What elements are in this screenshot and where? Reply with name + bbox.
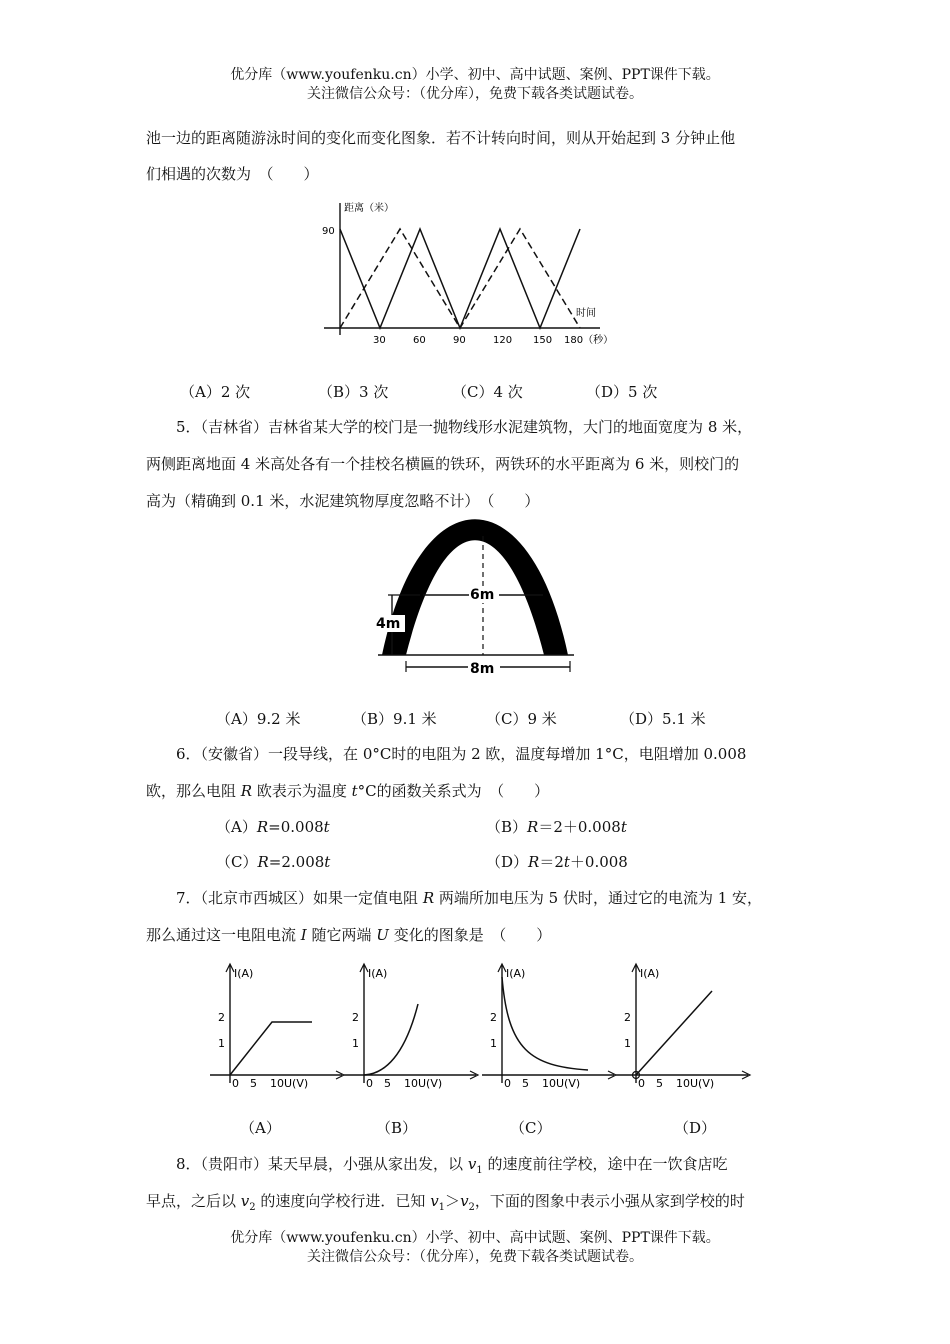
y-axis-arrow (226, 964, 234, 972)
x-tick-10: 10 (270, 1077, 284, 1090)
x-tick-10: 10 (404, 1077, 418, 1090)
q6-option-c[interactable]: （C）R=2.008t (216, 853, 331, 871)
q5-option-b[interactable]: （B）9.1 米 (352, 710, 437, 728)
y-tick-1: 1 (218, 1037, 225, 1050)
y-axis-arrow (632, 964, 640, 972)
q4-x-unit: 180（秒） (564, 335, 614, 346)
arch-label-6m: 6m (470, 587, 495, 603)
q4-series-solid (340, 229, 580, 328)
q4-option-a[interactable]: （A）2 次 (180, 383, 251, 401)
q4-line-1: 池一边的距离随游泳时间的变化而变化图象．若不计转向时间，则从开始起到 3 分钟止他 (146, 129, 736, 147)
q7-label-c: （C） (510, 1119, 552, 1137)
q7-label-a: （A） (240, 1119, 281, 1137)
x-tick-5: 5 (384, 1077, 391, 1090)
arch-label-8m: 8m (470, 661, 495, 677)
q6-option-d[interactable]: （D）R＝2t＋0.008 (486, 853, 628, 871)
q6-line-2: 欧，那么电阻 R 欧表示为温度 t°C的函数关系式为 （ ） (146, 782, 550, 800)
x-axis-label: U(V) (418, 1077, 443, 1090)
q5-line-3: 高为（精确到 0.1 米，水泥建筑物厚度忽略不计） （ ） (146, 492, 540, 510)
q4-line-2: 们相遇的次数为 （ ） (146, 165, 319, 183)
x-axis-arrow (742, 1071, 750, 1079)
q6-option-a[interactable]: （A）R=0.008t (216, 818, 330, 836)
x-tick-5: 5 (250, 1077, 257, 1090)
graph-curve (636, 991, 712, 1075)
footer-line-1: 优分库（www.youfenku.cn）小学、初中、高中试题、案例、PPT课件下载。 (230, 1230, 720, 1246)
q8-line-2: 早点，之后以 $v_2$ 的速度向学校行进．已知 $v_1>v_2$，下面的图象中表示小强从家到学校的时 (146, 1192, 745, 1213)
x-axis-label: U(V) (284, 1077, 309, 1090)
q5-option-c[interactable]: （C）9 米 (486, 710, 557, 728)
q5-option-a[interactable]: （A）9.2 米 (216, 710, 301, 728)
q4-x-tick: 60 (413, 335, 426, 346)
y-axis-label: I(A) (506, 967, 526, 980)
q4-y-tick: 90 (322, 226, 335, 237)
q6-option-b[interactable]: （B）R＝2＋0.008t (486, 818, 627, 836)
q4-option-c[interactable]: （C）4 次 (452, 383, 523, 401)
y-tick-2: 2 (352, 1011, 359, 1024)
graph-curve (230, 1022, 312, 1075)
q5-arch-figure (370, 522, 580, 682)
q7-line-1: 7．（北京市西城区）如果一定值电阻 R 两端所加电压为 5 伏时，通过它的电流为 1 安， (176, 889, 763, 907)
q8-line-1: 8．（贵阳市）某天早晨，小强从家出发，以 $v_1$ 的速度前往学校，途中在一饮食店吃 (176, 1155, 728, 1176)
q4-option-b[interactable]: （B）3 次 (318, 383, 389, 401)
q4-x-tick: 150 (533, 335, 553, 346)
footer-line-2: 关注微信公众号：（优分库），免费下载各类试题试卷。 (307, 1249, 643, 1265)
q7-label-b: （B） (376, 1119, 418, 1137)
y-tick-1: 1 (490, 1037, 497, 1050)
x-tick-5: 5 (656, 1077, 663, 1090)
q6-line-1: 6．（安徽省）一段导线，在 0°C时的电阻为 2 欧，温度每增加 1°C，电阻增加 0.008 (176, 745, 747, 763)
x-tick-10: 10 (676, 1077, 690, 1090)
q5-option-d[interactable]: （D）5.1 米 (620, 710, 706, 728)
q4-x-tick: 90 (453, 335, 466, 346)
q4-distance-chart (300, 195, 640, 355)
x-tick-0: 0 (232, 1077, 239, 1090)
q4-series-dashed (340, 229, 580, 328)
origin-circle (633, 1072, 640, 1079)
q7-label-d: （D） (674, 1119, 717, 1137)
x-axis-arrow (336, 1071, 344, 1079)
x-tick-10: 10 (542, 1077, 556, 1090)
y-tick-2: 2 (218, 1011, 225, 1024)
y-axis-arrow (360, 964, 368, 972)
x-tick-0: 0 (638, 1077, 645, 1090)
x-tick-5: 5 (522, 1077, 529, 1090)
y-tick-2: 2 (490, 1011, 497, 1024)
q7-line-2: 那么通过这一电阻电流 I 随它两端 U 变化的图象是 （ ） (146, 926, 552, 944)
q4-y-label: 距离（米） (344, 203, 394, 214)
x-axis-label: U(V) (690, 1077, 715, 1090)
q4-x-tick: 30 (373, 335, 386, 346)
x-tick-0: 0 (366, 1077, 373, 1090)
header-line-2: 关注微信公众号：（优分库），免费下载各类试题试卷。 (307, 86, 643, 102)
q4-x-label: 时间 (576, 308, 596, 319)
y-axis-label: I(A) (234, 967, 254, 980)
x-axis-label: U(V) (556, 1077, 581, 1090)
arch-label-4m: 4m (376, 616, 401, 632)
y-axis-arrow (498, 964, 506, 972)
graph-curve (502, 977, 588, 1070)
y-axis-label: I(A) (368, 967, 388, 980)
y-tick-1: 1 (624, 1037, 631, 1050)
x-tick-0: 0 (504, 1077, 511, 1090)
q5-line-2: 两侧距离地面 4 米高处各有一个挂校名横匾的铁环，两铁环的水平距离为 6 米，则校门的 (146, 455, 740, 473)
q5-line-1: 5．（吉林省）吉林省某大学的校门是一抛物线形水泥建筑物，大门的地面宽度为 8 米， (176, 418, 753, 436)
y-tick-1: 1 (352, 1037, 359, 1050)
y-tick-2: 2 (624, 1011, 631, 1024)
header-line-1: 优分库（www.youfenku.cn）小学、初中、高中试题、案例、PPT课件下载。 (230, 67, 720, 83)
q4-option-d[interactable]: （D）5 次 (586, 383, 658, 401)
y-axis-label: I(A) (640, 967, 660, 980)
q4-x-tick: 120 (493, 335, 513, 346)
x-axis-arrow (470, 1071, 478, 1079)
x-axis-arrow (608, 1071, 616, 1079)
graph-curve (364, 1004, 418, 1075)
